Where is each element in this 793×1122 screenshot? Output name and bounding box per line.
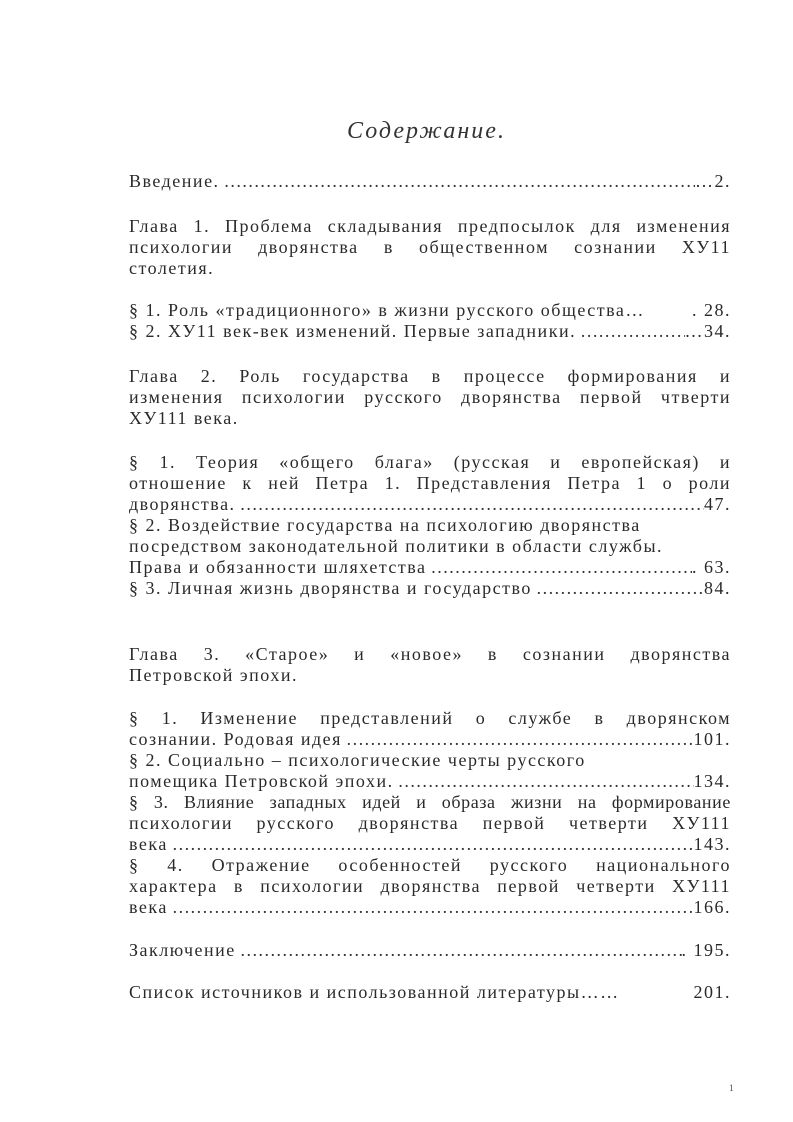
toc-entry-conclusion: [129, 940, 731, 961]
toc-entry-sources: [129, 982, 731, 1003]
toc-entry-3-2: [129, 771, 731, 792]
toc-label: Введение.: [129, 171, 220, 191]
toc-page: …34.: [684, 321, 731, 341]
toc-label: § 3. Личная жизнь дворянства и государство: [129, 578, 532, 598]
toc-label: Заключение: [129, 940, 236, 960]
toc-entry-3-1: [129, 729, 731, 750]
chapter-3-heading-line-2: Петровской эпохи.: [129, 665, 298, 685]
toc-entry-2-1-line-2: отношение к ней Петра 1. Представления Петра 1 о роли: [129, 473, 731, 493]
toc-page: . 195.: [681, 940, 731, 960]
toc-page: 101.: [693, 729, 731, 749]
toc-label: § 1. Роль «традиционного» в жизни русского общества…: [129, 300, 645, 320]
leader-dots: [220, 171, 695, 192]
chapter-1-heading-line-3: столетия.: [129, 258, 215, 278]
toc-entry-3-3: [129, 834, 731, 855]
chapter-2-heading-line-3: ХУ111 века.: [129, 408, 239, 428]
toc-entry-2-1-line-1: § 1. Теория «общего блага» (русская и европейская) и: [129, 452, 731, 472]
toc-page: . 28.: [692, 300, 731, 320]
leader-dots: [236, 494, 704, 515]
leader-dots: [236, 940, 682, 961]
toc-page: . 63.: [692, 557, 731, 577]
toc-page: 84.: [704, 578, 731, 598]
toc-entry-3-3-line-1: § 3. Влияние западных идей и образа жизни на формирование: [129, 792, 731, 812]
toc-label: Права и обязанности шляхетства: [129, 557, 427, 577]
page-title: Содержание.: [347, 118, 506, 144]
toc-page: 143.: [693, 834, 731, 854]
leader-dots: [427, 557, 692, 578]
toc-page: 134.: [693, 771, 731, 791]
leader-dots: [394, 771, 694, 792]
toc-label: дворянства.: [129, 494, 236, 514]
toc-page: …2.: [695, 171, 731, 191]
toc-label: § 2. ХУ11 век-век изменений. Первые западники.: [129, 321, 577, 341]
chapter-1-heading-line-1: Глава 1. Проблема складывания предпосылок для изменения: [129, 216, 731, 236]
toc-label: помещика Петровской эпохи.: [129, 771, 394, 791]
toc-entry-intro: [129, 171, 731, 192]
toc-entry-3-4-line-2: характера в психологии дворянства первой четверти ХУ111: [129, 876, 731, 896]
toc-entry-1-1: [129, 300, 731, 321]
leader-dots: [168, 897, 694, 918]
chapter-2-heading-line-2: изменения психологии русского дворянства первой чтверти: [129, 387, 731, 407]
toc-entry-1-2: [129, 321, 731, 342]
chapter-1-heading-line-2: психологии дворянства в общественном сознании ХУ11: [129, 237, 731, 257]
toc-label: века: [129, 897, 168, 917]
leader-dots: [532, 578, 704, 599]
toc-entry-3-2-line-1: § 2. Социально – психологические черты русского: [129, 750, 586, 770]
chapter-3-heading-line-1: Глава 3. «Старое» и «новое» в сознании дворянства: [129, 644, 731, 664]
toc-page: 47.: [704, 494, 731, 514]
toc-entry-2-2-line-1: § 2. Воздействие государства на психологию дворянства: [129, 515, 641, 535]
toc-entry-3-1-line-1: § 1. Изменение представлений о службе в дворянском: [129, 708, 731, 728]
toc-label: сознании. Родовая идея: [129, 729, 342, 749]
toc-entry-2-2: [129, 557, 731, 578]
toc-entry-3-4: [129, 897, 731, 918]
leader-dots: [576, 321, 684, 342]
leader-dots: [168, 834, 694, 855]
toc-entry-2-3: [129, 578, 731, 599]
leader-dots: [342, 729, 694, 750]
toc-entry-2-1: [129, 494, 731, 515]
toc-page: 166.: [693, 897, 731, 917]
toc-page: 201.: [693, 982, 731, 1002]
toc-label: века: [129, 834, 168, 854]
chapter-2-heading-line-1: Глава 2. Роль государства в процессе формирования и: [129, 366, 731, 386]
page-number: 1: [729, 1083, 734, 1093]
toc-entry-3-4-line-1: § 4. Отражение особенностей русского национального: [129, 855, 731, 875]
toc-entry-2-2-line-2: посредством законодательной политики в области службы.: [129, 536, 664, 556]
toc-label: Список источников и использованной литературы……: [129, 982, 620, 1002]
toc-entry-3-3-line-2: психологии русского дворянства первой четверти ХУ111: [129, 813, 731, 833]
